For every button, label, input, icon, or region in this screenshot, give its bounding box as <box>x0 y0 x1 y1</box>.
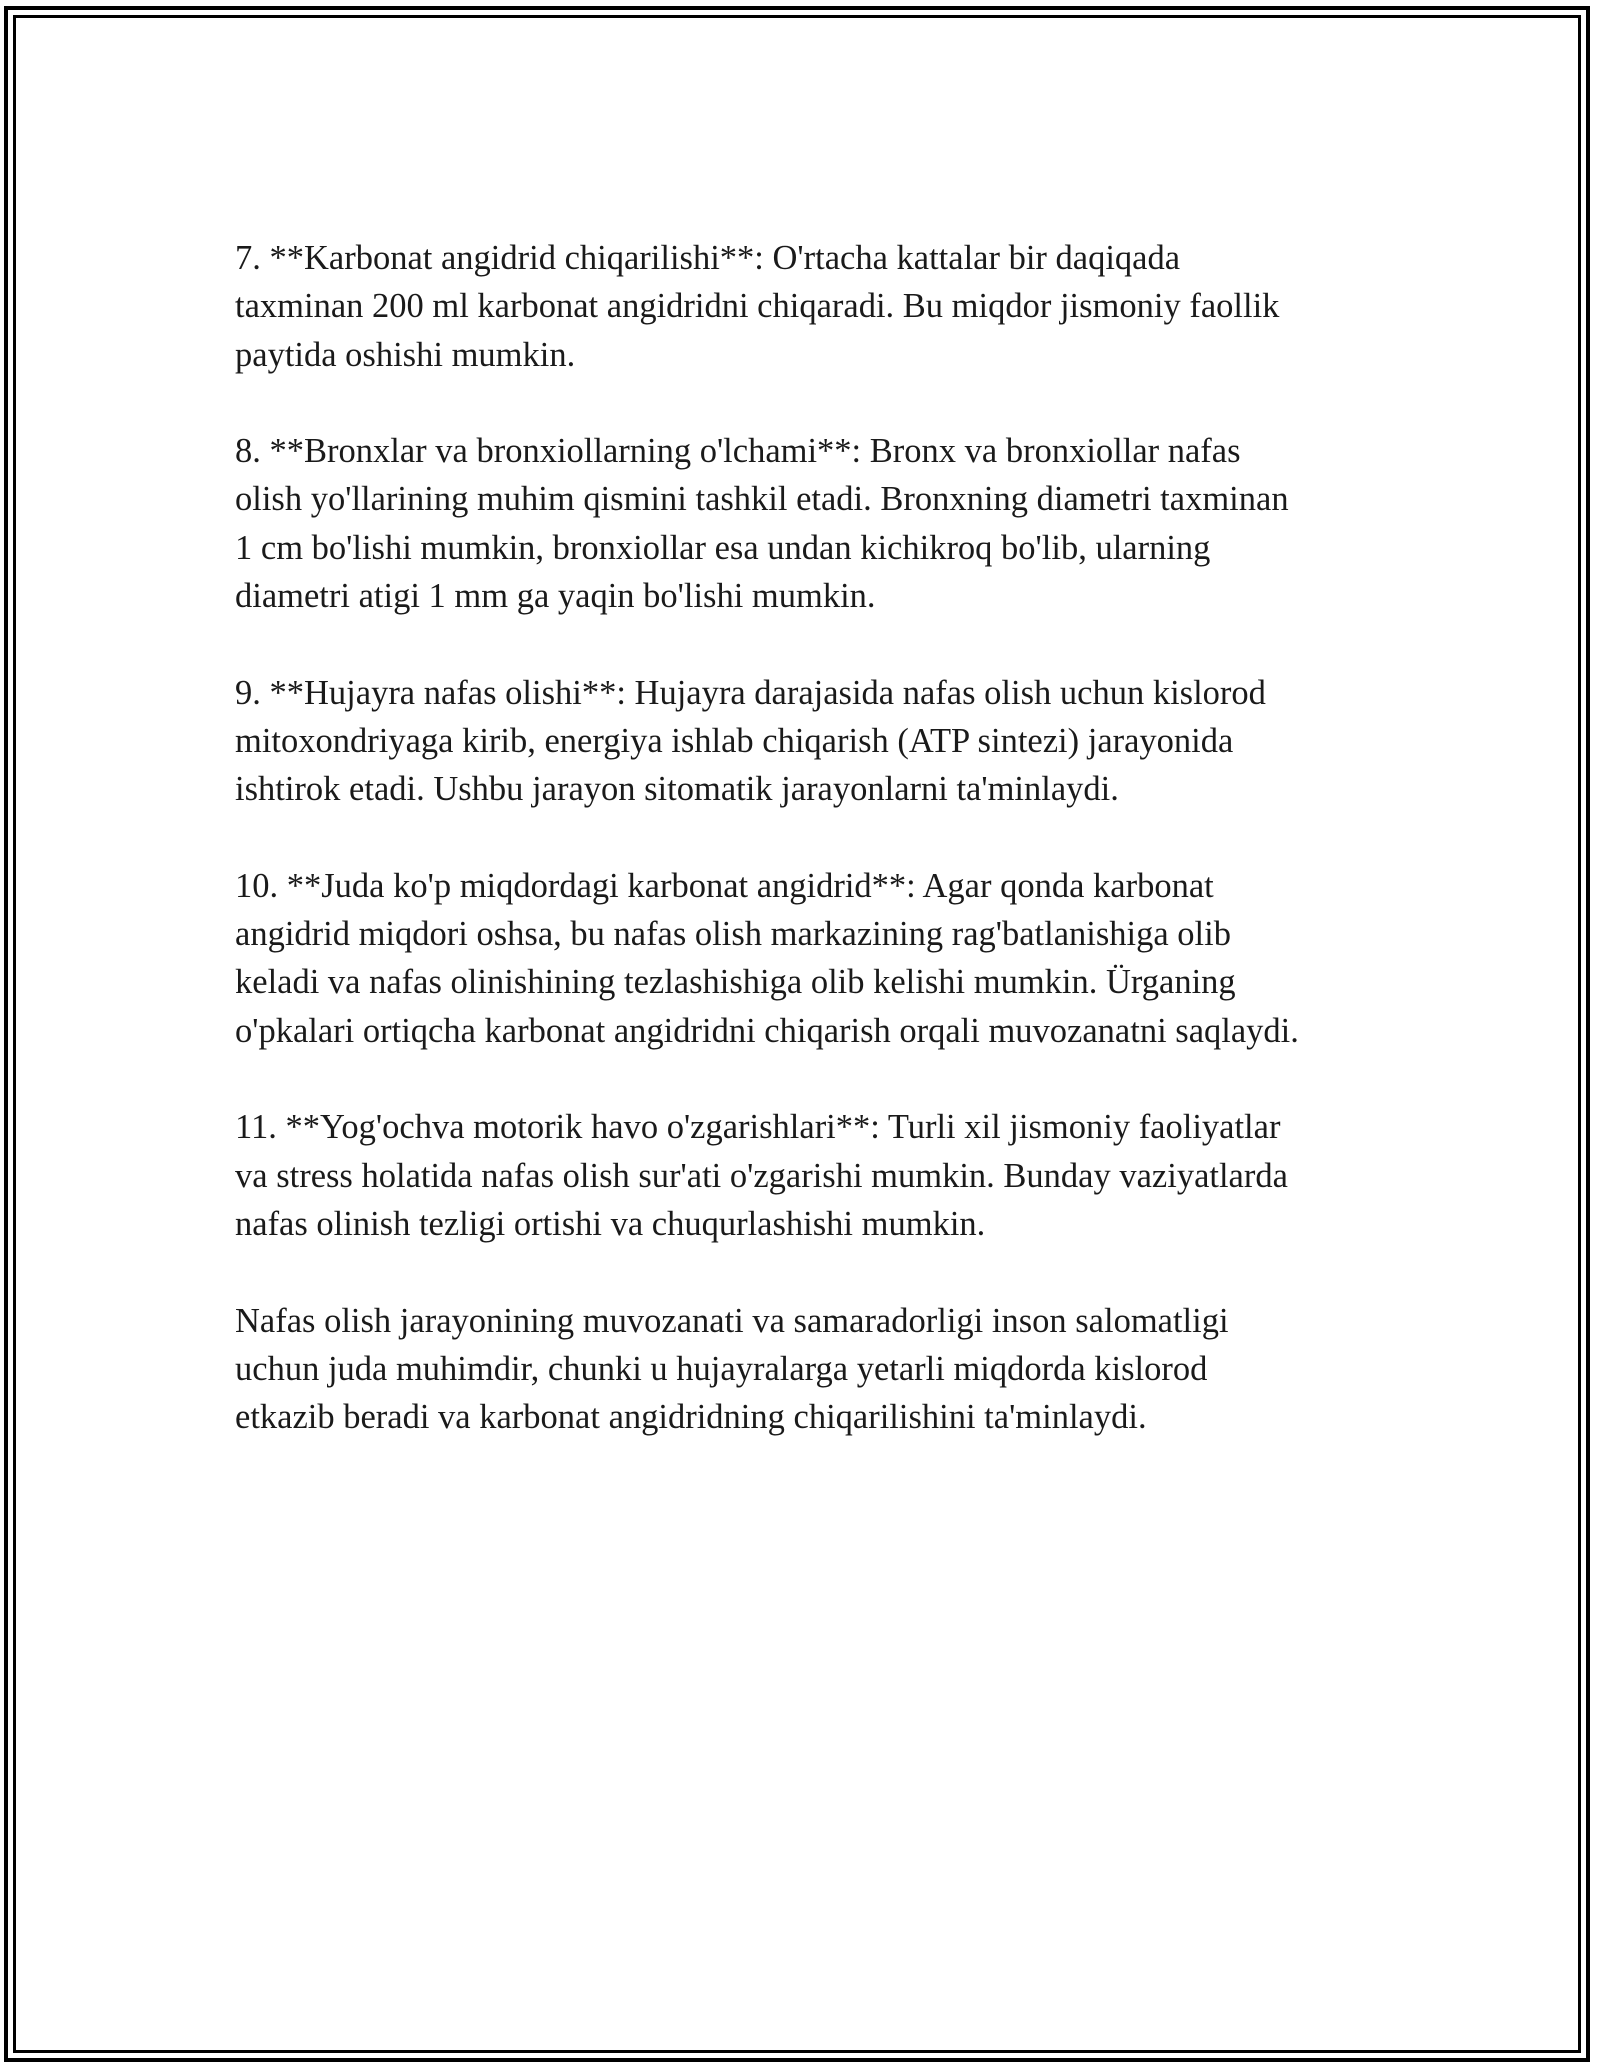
text-line: keladi va nafas olinishining tezlashishiga olib kelishi mumkin. Ürganing <box>235 963 1236 1002</box>
text-line: nafas olinish tezligi ortishi va chuqurlashishi mumkin. <box>235 1204 986 1243</box>
text-line: etkazib beradi va karbonat angidridning chiqarilishini ta'minlaydi. <box>235 1398 1147 1437</box>
text-line: uchun juda muhimdir, chunki u hujayralarga yetarli miqdorda kislorod <box>235 1349 1208 1388</box>
text-line: mitoxondriyaga kirib, energiya ishlab chiqarish (ATP sintezi) jarayonida <box>235 721 1234 760</box>
paragraph-item-11 <box>235 1103 1385 1248</box>
text-line: angidrid miqdori oshsa, bu nafas olish markazining rag'batlanishiga olib <box>235 915 1231 954</box>
text-line: olish yo'llarining muhim qismini tashkil etadi. Bronxning diametri taxminan <box>235 480 1289 519</box>
document-body <box>235 234 1385 1441</box>
paragraph-item-10 <box>235 862 1385 1055</box>
text-line: 7. **Karbonat angidrid chiqarilishi**: O'rtacha kattalar bir daqiqada <box>235 239 1181 277</box>
text-line: 10. **Juda ko'p miqdordagi karbonat angidrid**: Agar qonda karbonat <box>235 866 1214 905</box>
text-line: ishtirok etadi. Ushbu jarayon sitomatik jarayonlarni ta'minlaydi. <box>235 770 1119 809</box>
paragraph-item-8 <box>235 427 1385 620</box>
text-line: diametri atigi 1 mm ga yaqin bo'lishi mumkin. <box>235 577 876 616</box>
paragraph-item-7 <box>235 234 1385 379</box>
text-line: 1 cm bo'lishi mumkin, bronxiollar esa undan kichikroq bo'lib, ularning <box>235 528 1211 567</box>
text-line: taxminan 200 ml karbonat angidridni chiqaradi. Bu miqdor jismoniy faollik <box>235 287 1280 326</box>
text-line: va stress holatida nafas olish sur'ati o'zgarishi mumkin. Bunday vaziyatlarda <box>235 1156 1288 1195</box>
text-line: paytida oshishi mumkin. <box>235 335 576 374</box>
text-line: o'pkalari ortiqcha karbonat angidridni chiqarish orqali muvozanatni saqlaydi. <box>235 1011 1299 1050</box>
text-line: 9. **Hujayra nafas olishi**: Hujayra darajasida nafas olish uchun kislorod <box>235 673 1266 712</box>
text-line: Nafas olish jarayonining muvozanati va samaradorligi inson salomatligi <box>235 1301 1229 1340</box>
paragraph-item-9 <box>235 669 1385 814</box>
paragraph-conclusion <box>235 1297 1385 1442</box>
text-line: 8. **Bronxlar va bronxiollarning o'lchami**: Bronx va bronxiollar nafas <box>235 432 1241 471</box>
text-line: 11. **Yog'ochva motorik havo o'zgarishlari**: Turli xil jismoniy faoliyatlar <box>235 1108 1281 1147</box>
